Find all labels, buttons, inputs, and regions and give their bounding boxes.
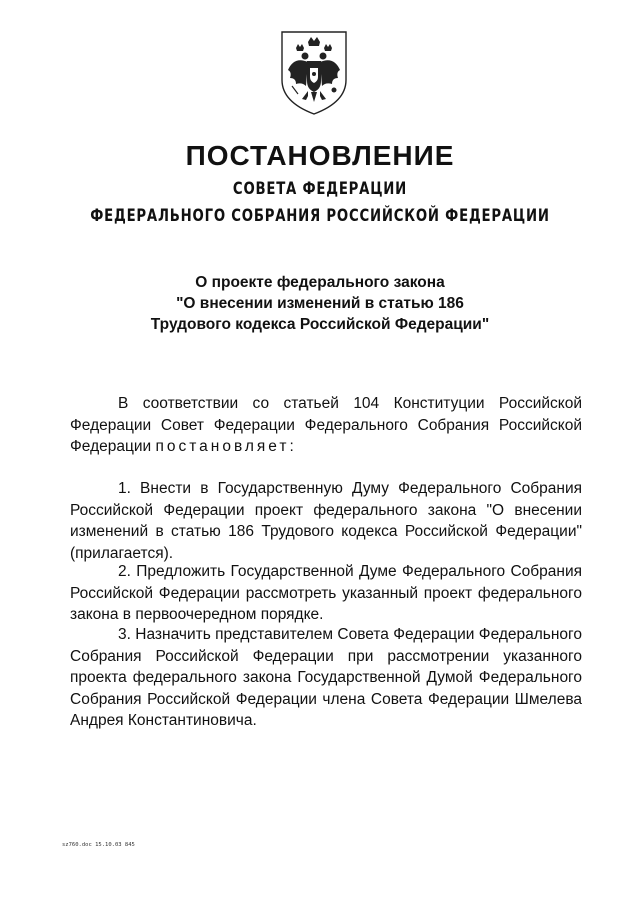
subject-line-1: О проекте федерального закона [195, 274, 445, 291]
intro-text: В соответствии со статьей 104 Конституции Российской Федерации Совет Федерации Федерального Собрания Российской Федерации [70, 395, 582, 455]
subject-line-2: "О внесении изменений в статью 186 [176, 295, 464, 312]
intro-paragraph [70, 393, 582, 458]
coat-of-arms-icon [278, 28, 350, 118]
resolution-item-2-text: 2. Предложить Государственной Думе Федерального Собрания Российской Федерации рассмотреть указанный проект федерального закона в первоочередном порядке. [70, 563, 582, 623]
issuer-line-1: СОВЕТА ФЕДЕРАЦИИ [232, 179, 408, 199]
resolution-item-3-text: 3. Назначить представителем Совета Федерации Федерального Собрания Российской Федерации при рассмотрении указанного проекта федерального закона Государственной Думой Федерального Собрания Российской Федерации члена Совета Федерации Шмелева Андрея Константиновича. [70, 626, 582, 729]
resolves-word: постановляет: [155, 438, 297, 455]
resolution-item-3 [70, 624, 582, 732]
file-reference-code: sz760.doc 15.10.03 845 [62, 842, 135, 848]
resolution-item-1-text: 1. Внести в Государственную Думу Федерального Собрания Российской Федерации проект федерального закона "О внесении изменений в статью 186 Трудового кодекса Российской Федерации" (прилагается). [70, 480, 582, 562]
document-title: ПОСТАНОВЛЕНИЕ [185, 140, 455, 171]
subject-line-3: Трудового кодекса Российской Федерации" [150, 316, 490, 333]
resolution-item-2 [70, 561, 582, 626]
resolution-item-1 [70, 478, 582, 564]
document-subject [0, 272, 640, 335]
issuer-line-2: ФЕДЕРАЛЬНОГО СОБРАНИЯ РОССИЙСКОЙ ФЕДЕРАЦИИ [90, 206, 550, 226]
